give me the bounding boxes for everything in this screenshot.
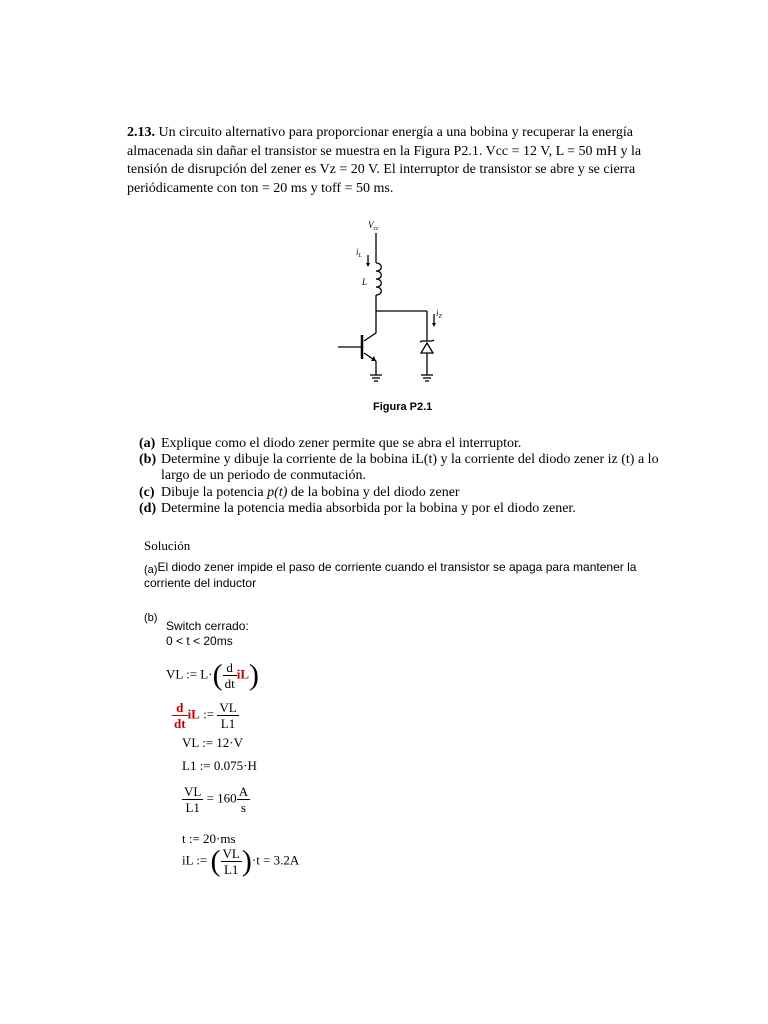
vcc-label: $V_{cc}$ [368,220,379,232]
eq7-rhs: ·t = 3.2A [251,852,300,868]
l-label: L [362,277,368,287]
problem-statement [127,124,667,198]
question-b-label: (b) [139,452,157,467]
eq1-lhs: VL := [166,666,198,682]
eq2-derivative: $\frac{d}{dt}$ [174,700,186,731]
circuit-figure [330,215,470,415]
eq1-il: iL [236,666,249,682]
equation-derivative [172,700,239,731]
switch-closed-label: Switch cerrado: [166,619,249,633]
iz-label: $i_Z$ [436,308,442,320]
solution-a [144,560,664,591]
equation-t-value: t := 20·ms [182,831,236,846]
question-c [139,485,669,501]
equation-l1-value: L1 := 0.075·H [182,758,257,773]
equation-vl-definition: VL := L·( $\frac{d}{dt}$ iL) [166,658,259,692]
solution-a-label: (a) [144,564,158,576]
eq2-il: iL [187,706,200,722]
solution-title: Solución [144,538,191,553]
eq2-fraction: $\frac{VL}{L1}$ [219,700,237,731]
figure-caption: Figura P2.1 [373,401,433,413]
eq2-assign: := [203,706,215,722]
eq5-result: = 160 [206,790,237,806]
eq5-fraction: $\frac{VL}{L1}$ [184,784,202,815]
time-range: 0 < t < 20ms [166,634,233,648]
question-a-text: Explique como el diodo zener permite que se abra el interruptor. [161,436,522,451]
eq7-fraction: $\frac{VL}{L1}$ [222,846,240,877]
eq1-l: L· [200,666,213,682]
question-c-text-italic: p(t) [267,485,288,500]
problem-number: 2.13. [127,125,155,140]
question-a-label: (a) [139,436,156,451]
equation-ratio [182,784,250,815]
question-b-text: Determine y dibuje la corriente de la bobina iL(t) y la corriente del diodo zener iz (t) a lo largo de un periodo de conmutación. [161,452,659,483]
question-c-text-after: de la bobina y del diodo zener [287,485,460,500]
solution-a-text: El diodo zener impide el paso de corriente cuando el transistor se apaga para mantener la corriente del inductor [144,560,637,590]
eq7-lhs: iL := [182,852,208,868]
eq1-derivative: $\frac{d}{dt}$ [224,660,235,691]
question-d-label: (d) [139,501,157,516]
question-b [139,452,669,484]
il-label: $i_L$ [356,247,362,259]
question-c-text-before: Dibuje la potencia [161,485,268,500]
eq5-unit: $\frac{A}{s}$ [238,784,249,815]
question-a [139,436,669,452]
question-c-label: (c) [139,485,155,500]
problem-text: Un circuito alternativo para proporcionar energía a una bobina y recuperar la energía almacenada sin dañar el transistor se muestra en la Figura P2.1. Vcc = 12 V, L = 50 mH y la tensión de disrupción del zener es Vz = 20 V. El interruptor de transistor se abre y se cierra periódicamente con ton = 20 ms y toff = 50 ms. [127,125,642,196]
solution-b-label: (b) [144,612,158,624]
equation-il-result: iL := ( $\frac{VL}{L1}$ )·t = 3.2A [182,844,300,878]
question-d-text: Determine la potencia media absorbida por la bobina y por el diodo zener. [161,501,576,516]
question-d [139,501,669,517]
equation-vl-value: VL := 12·V [182,735,244,750]
